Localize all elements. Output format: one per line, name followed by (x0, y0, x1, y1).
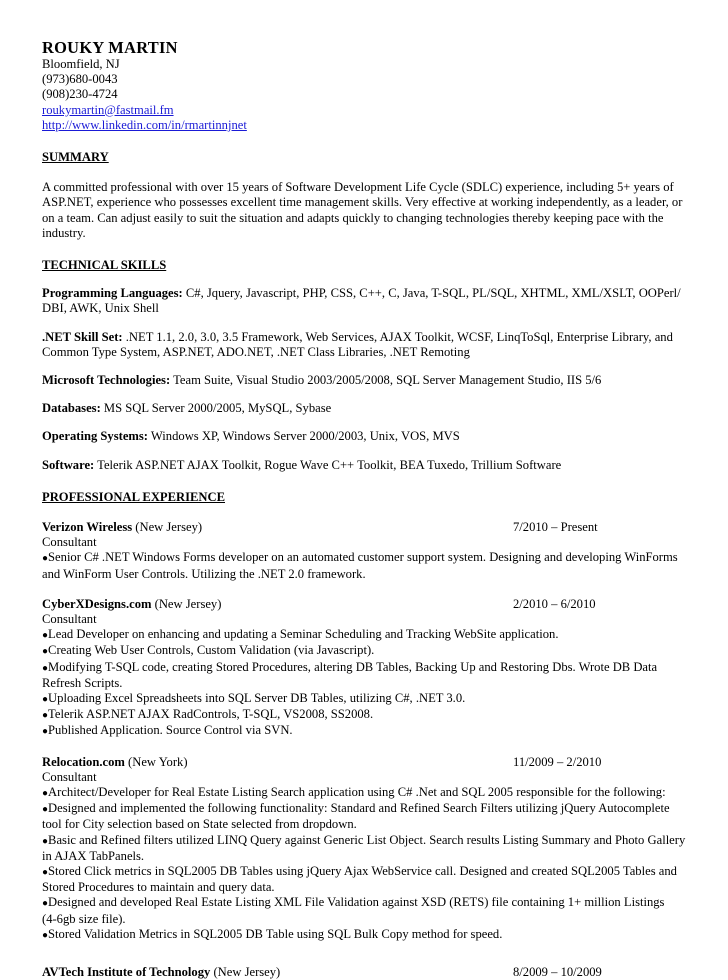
bullet-icon: ● (42, 662, 49, 674)
bullet-icon: ● (42, 929, 49, 941)
job-company: Relocation.com (42, 754, 125, 769)
job-location: (New Jersey) (151, 596, 222, 611)
job-entry (42, 597, 692, 740)
candidate-location: Bloomfield, NJ (42, 57, 120, 71)
linkedin-link[interactable]: http://www.linkedin.com/in/rmartinnjnet (42, 117, 247, 132)
skill-label: Operating Systems: (42, 429, 148, 444)
job-detail: Refresh Scripts. (42, 675, 123, 690)
skill-value: DBI, AWK, Unix Shell (42, 301, 159, 316)
job-detail: in AJAX TabPanels. (42, 848, 145, 863)
job-detail: Designed and implemented the following functionality: Standard and Refined Search Filters utilizing jQuery Autocomplete (48, 801, 670, 816)
job-company: CyberXDesigns.com (42, 596, 152, 611)
job-detail: Telerik ASP.NET AJAX RadControls, T-SQL, VS2008, SS2008. (48, 707, 374, 722)
summary-line: on a team. Can adjust easily to suit the situation and adapts quickly to changing technologies thereby keeping pace with the (42, 210, 664, 225)
job-detail: tool for City selection based on State selected from dropdown. (42, 817, 357, 832)
skill-value: Telerik ASP.NET AJAX Toolkit, Rogue Wave C++ Toolkit, BEA Tuxedo, Trillium Software (94, 457, 562, 472)
job-detail: Lead Developer on enhancing and updating a Seminar Scheduling and Tracking WebSite application. (48, 627, 559, 642)
bullet-icon: ● (42, 630, 49, 642)
job-detail: Stored Validation Metrics in SQL2005 DB Table using SQL Bulk Copy method for speed. (48, 926, 503, 941)
candidate-name: ROUKY MARTIN (42, 38, 178, 57)
resume-header (42, 38, 692, 133)
professional-experience-heading: PROFESSIONAL EXPERIENCE (42, 489, 225, 504)
bullet-icon: ● (42, 804, 49, 816)
phone-secondary: (908)230-4724 (42, 87, 118, 102)
job-dates: 2/2010 – 6/2010 (513, 596, 596, 611)
job-detail: Basic and Refined filters utilized LINQ Query against Generic List Object. Search results Listing Summary and Photo Gallery (48, 832, 686, 847)
summary-line: A committed professional with over 15 years of Software Development Life Cycle (SDLC) experience, including 5+ years of (42, 180, 674, 195)
skill-value: Common Type System, ASP.NET, ADO.NET, .NET Class Libraries, .NET Remoting (42, 344, 470, 359)
job-detail: (4-6gb size file). (42, 911, 126, 926)
bullet-icon: ● (42, 835, 49, 847)
resume-page (42, 38, 692, 980)
job-title: Consultant (42, 769, 97, 784)
job-detail: Modifying T-SQL code, creating Stored Procedures, altering DB Tables, Backing Up and Restoring Dbs. Wrote DB Data (48, 659, 658, 674)
job-detail: Stored Click metrics in SQL2005 DB Tables using jQuery Ajax WebService call. Designed and created SQL2005 Tables and (48, 864, 677, 879)
bullet-icon: ● (42, 788, 49, 800)
skill-label: .NET Skill Set: (42, 329, 123, 344)
skill-label: Software: (42, 457, 95, 472)
job-entry (42, 755, 692, 943)
job-company: Verizon Wireless (42, 520, 133, 535)
job-title: Consultant (42, 535, 97, 550)
job-detail: Architect/Developer for Real Estate Listing Search application using C# .Net and SQL 2005 responsible for the following: (48, 785, 666, 800)
job-location: (New York) (124, 754, 188, 769)
skill-value: C#, Jquery, Javascript, PHP, CSS, C++, C, Java, T-SQL, PL/SQL, XHTML, XML/XSLT, OOPerl/ (182, 286, 681, 301)
job-detail: Published Application. Source Control via SVN. (48, 723, 293, 738)
bullet-icon: ● (42, 867, 49, 879)
skill-label: Databases: (42, 401, 101, 416)
job-title: Consultant (42, 612, 97, 627)
skill-programming-languages (42, 286, 692, 316)
technical-skills-heading: TECHNICAL SKILLS (42, 258, 167, 273)
skill-value: Team Suite, Visual Studio 2003/2005/2008, SQL Server Management Studio, IIS 5/6 (170, 373, 602, 388)
job-location: (New Jersey) (210, 965, 281, 980)
bullet-icon: ● (42, 726, 49, 738)
skill-value: Windows XP, Windows Server 2000/2003, Unix, VOS, MVS (148, 429, 460, 444)
skill-databases (42, 401, 692, 416)
bullet-icon: ● (42, 553, 49, 565)
bullet-icon: ● (42, 694, 49, 706)
summary-line: ASP.NET, experience who possesses excellent time management skills. Very effective at working independently, as a leader, or (42, 195, 683, 210)
job-dates: 8/2009 – 10/2009 (513, 965, 602, 980)
job-detail: Senior C# .NET Windows Forms developer on an automated customer support system. Designing and developing WinForms (48, 550, 678, 565)
job-detail: Uploading Excel Spreadsheets into SQL Server DB Tables, utilizing C#, .NET 3.0. (48, 691, 466, 706)
job-location: (New Jersey) (132, 520, 203, 535)
job-detail: Designed and developed Real Estate Listing XML File Validation against XSD (RETS) file containing 1+ million Listings (48, 895, 665, 910)
job-detail: Creating Web User Controls, Custom Validation (via Javascript). (48, 643, 375, 658)
skill-value: MS SQL Server 2000/2005, MySQL, Sybase (100, 401, 332, 416)
skill-operating-systems (42, 429, 692, 444)
skill-label: Programming Languages: (42, 286, 183, 301)
bullet-icon: ● (42, 710, 49, 722)
job-dates: 11/2009 – 2/2010 (513, 754, 602, 769)
job-entry (42, 965, 692, 980)
bullet-icon: ● (42, 646, 49, 658)
summary-line: industry. (42, 225, 86, 240)
email-link[interactable]: roukymartin@fastmail.fm (42, 102, 174, 117)
summary-heading: SUMMARY (42, 150, 109, 165)
skill-microsoft-technologies (42, 373, 692, 388)
skill-software (42, 458, 692, 473)
skill-label: Microsoft Technologies: (42, 373, 171, 388)
job-detail: and WinForm User Controls. Utilizing the .NET 2.0 framework. (42, 566, 366, 581)
skill-dotnet (42, 330, 692, 360)
summary-text (42, 180, 692, 241)
job-dates: 7/2010 – Present (513, 520, 598, 535)
job-detail: Stored Procedures to maintain and query data. (42, 880, 275, 895)
job-entry (42, 520, 692, 582)
job-company: AVTech Institute of Technology (42, 965, 211, 980)
bullet-icon: ● (42, 898, 49, 910)
skill-value: .NET 1.1, 2.0, 3.0, 3.5 Framework, Web Services, AJAX Toolkit, WCSF, LinqToSql, Enterprise Library, and (122, 329, 673, 344)
phone-primary: (973)680-0043 (42, 72, 118, 87)
